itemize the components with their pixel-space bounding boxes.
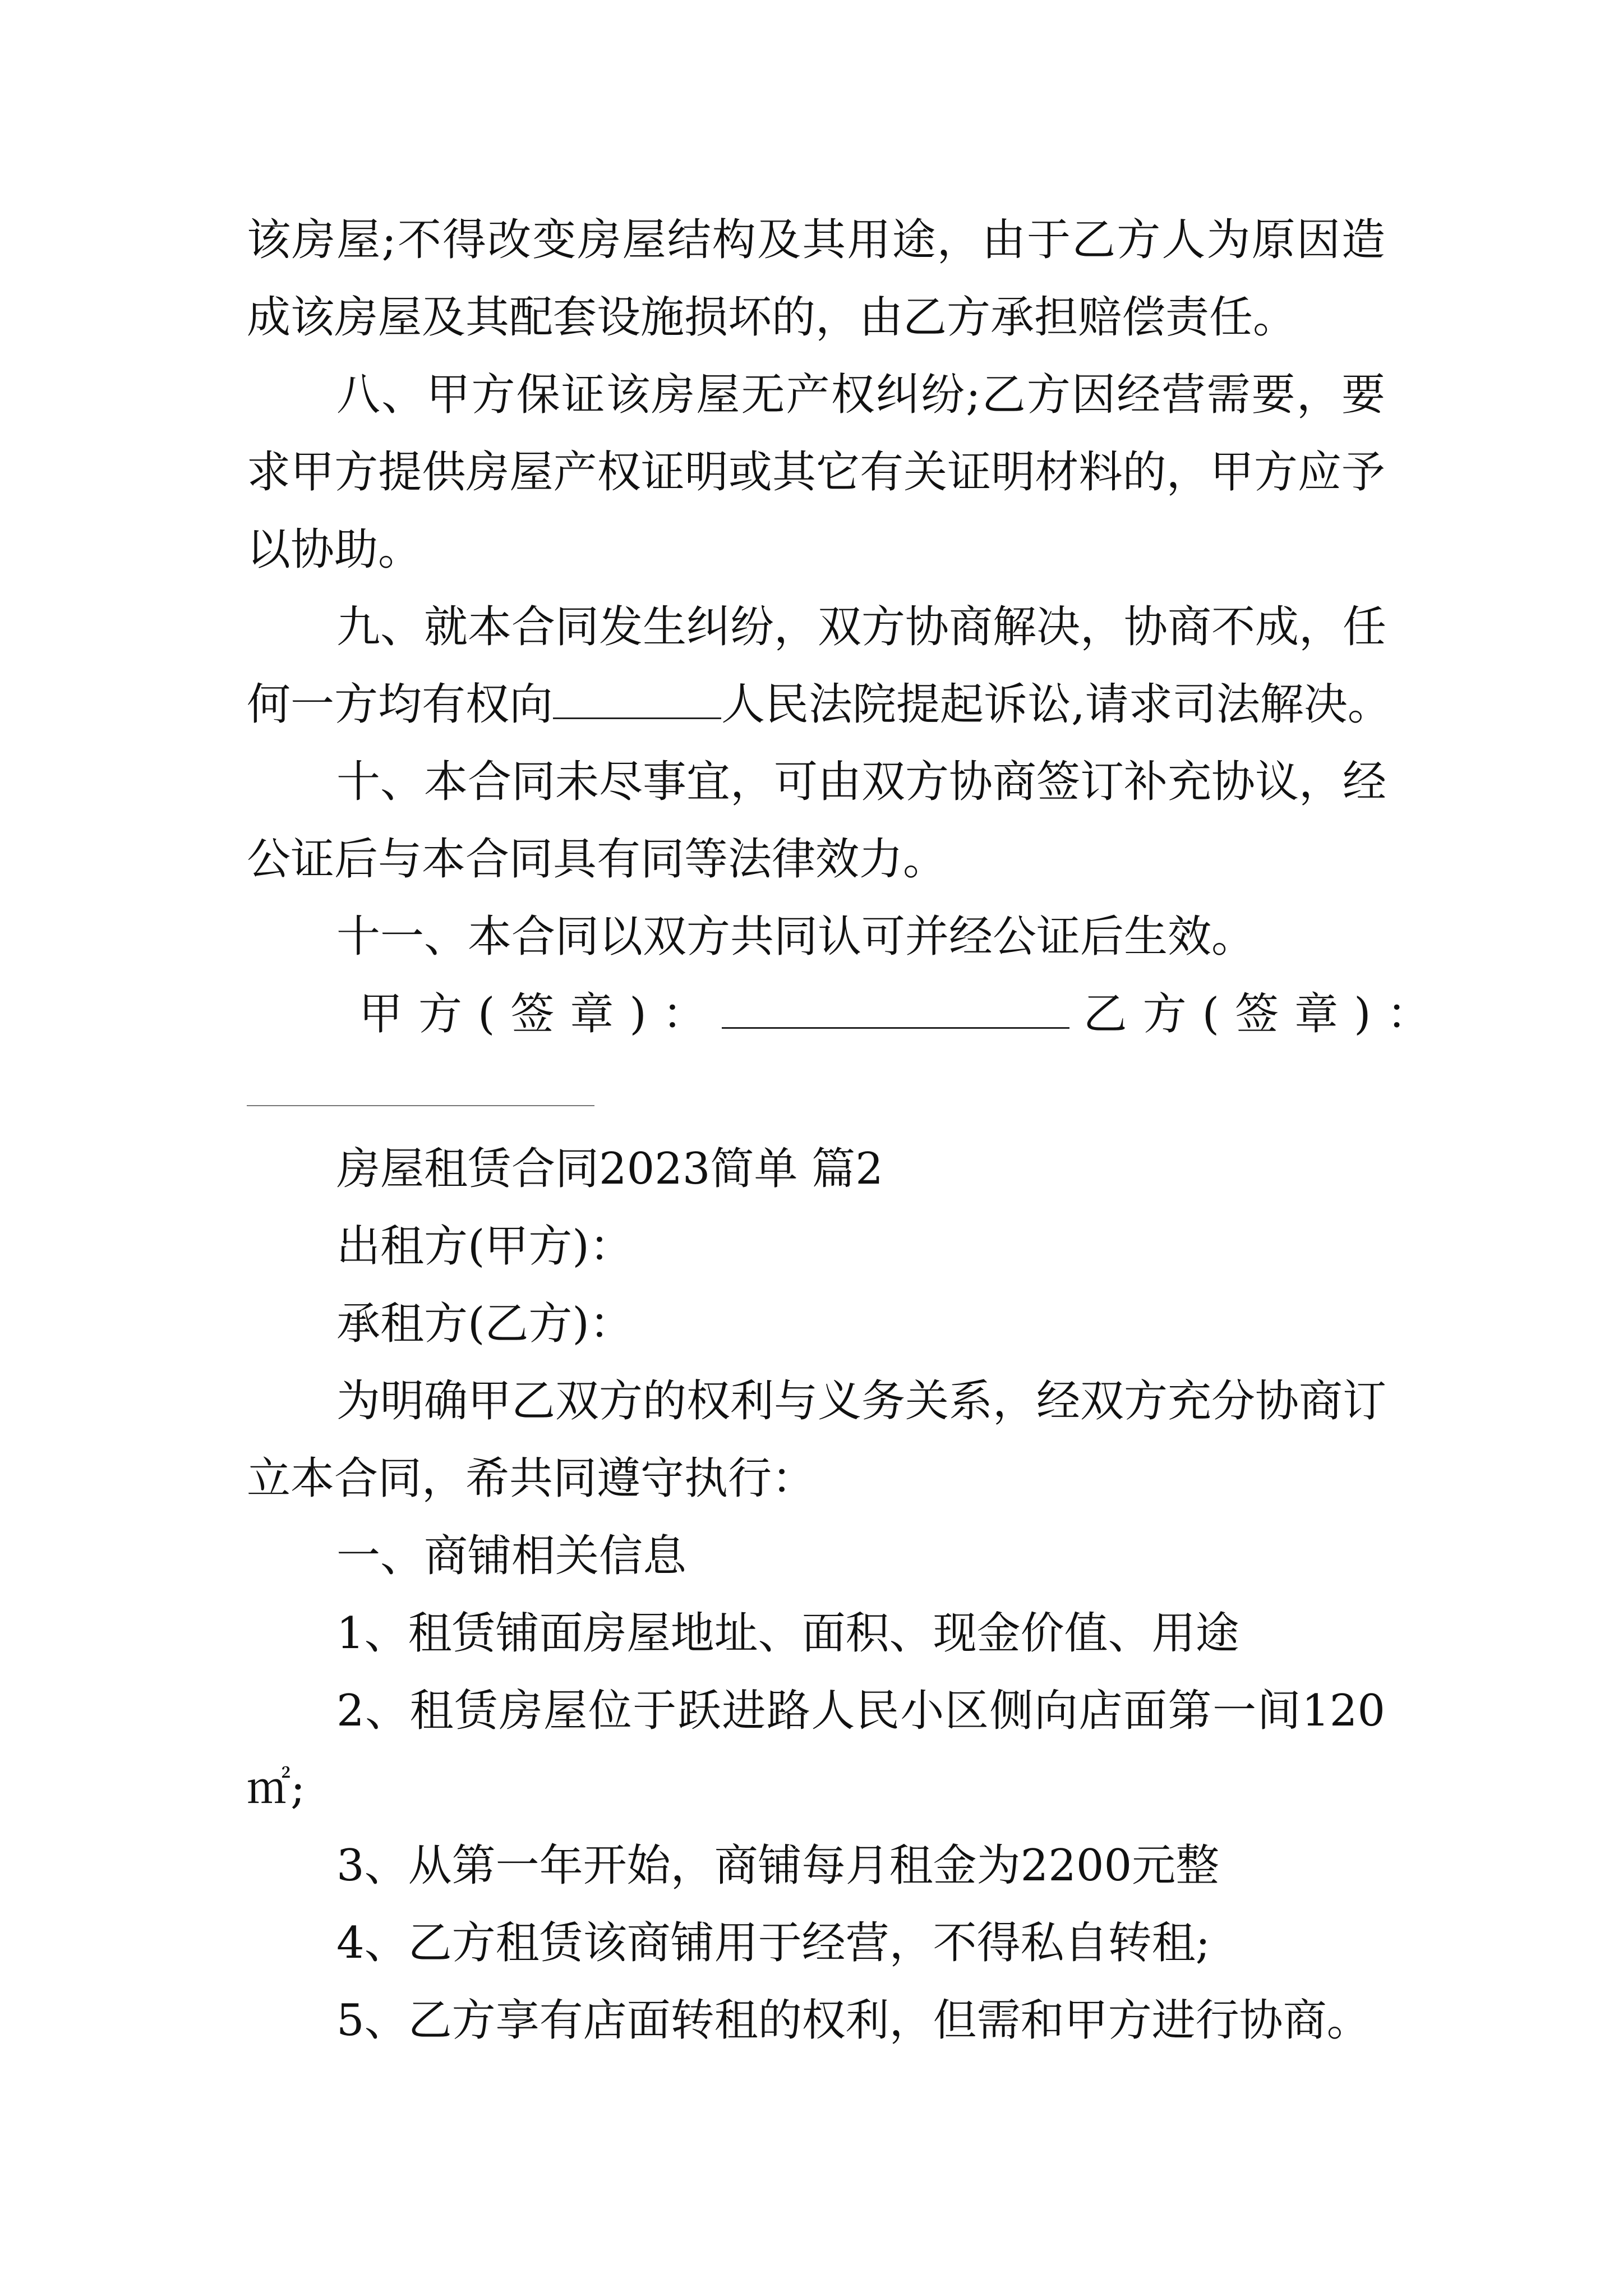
item-4: 4、乙方租赁该商铺用于经营，不得私自转租; (336, 1918, 1210, 1968)
clause9-text-b: 人民法院提起诉讼,请求司法解决。 (721, 679, 1391, 730)
clause7-line-1: 该房屋;不得改变房屋结构及其用途，由于乙方人为原因造 (247, 215, 1385, 265)
preamble-line-1: 为明确甲乙双方的权利与义务关系，经双方充分协商订 (336, 1376, 1387, 1427)
item-1: 1、租赁铺面房屋地址、面积、现金价值、用途 (336, 1608, 1239, 1659)
section1-title: 一、商铺相关信息 (336, 1531, 687, 1581)
item-2-line-2: ㎡; (247, 1763, 306, 1814)
party-b-signature-blank[interactable] (247, 1105, 594, 1106)
clause8-line-2: 求甲方提供房屋产权证明或其它有关证明材料的，甲方应予 (247, 447, 1385, 498)
preamble-line-2: 立本合同，希共同遵守执行： (247, 1453, 816, 1504)
party-a-signature-label: 甲方(签章)： (359, 989, 722, 1039)
clause9-line-1: 九、就本合同发生纠纷，双方协商解决，协商不成，任 (336, 602, 1387, 652)
party-b-signature-label: 乙方(签章)： (1083, 989, 1446, 1039)
clause10-line-2: 公证后与本合同具有同等法律效力。 (247, 834, 947, 885)
clause9-line-2 (247, 677, 1391, 733)
item-2-line-1: 2、租赁房屋位于跃进路人民小区侧向店面第一间120 (336, 1686, 1385, 1736)
clause9-text-a: 何一方均有权向 (247, 679, 554, 730)
contract2-title: 房屋租赁合同2023简单 篇2 (336, 1144, 883, 1194)
clause8-line-1: 八、甲方保证该房屋无产权纠纷;乙方因经营需要，要 (336, 370, 1385, 420)
lessor-label: 出租方(甲方)： (336, 1221, 633, 1272)
clause11-line: 十一、本合同以双方共同认可并经公证后生效。 (336, 912, 1256, 962)
clause10-line-1: 十、本合同未尽事宜，可由双方协商签订补充协议，经 (336, 757, 1387, 807)
item-5: 5、乙方享有店面转租的权利，但需和甲方进行协商。 (336, 1995, 1371, 2046)
signature-line (359, 986, 1446, 1042)
clause8-line-3: 以协助。 (247, 524, 422, 575)
party-a-signature-blank[interactable] (722, 988, 1069, 1029)
lessee-label: 承租方(乙方)： (336, 1299, 633, 1349)
court-name-blank[interactable] (553, 678, 721, 719)
item-3: 3、从第一年开始，商铺每月租金为2200元整 (336, 1841, 1220, 1891)
clause7-line-2: 成该房屋及其配套设施损坏的，由乙方承担赔偿责任。 (247, 292, 1297, 343)
